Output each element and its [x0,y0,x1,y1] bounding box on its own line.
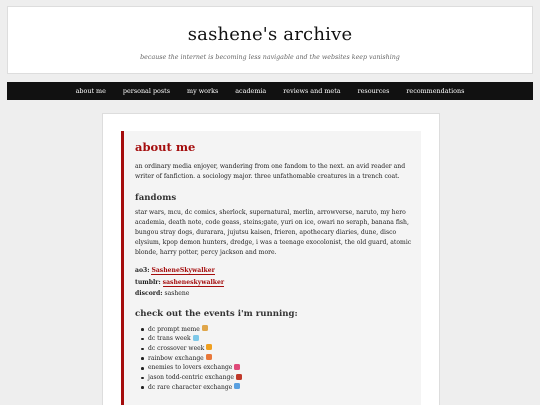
event-item[interactable] [141,344,413,354]
nav-item-my-works[interactable]: my works [187,87,219,95]
ao3-label: ao3: [135,267,150,274]
about-heading: about me [135,140,196,154]
event-item[interactable] [141,354,413,364]
gem-emoji-icon [234,383,240,389]
main-nav [7,82,533,100]
event-item[interactable] [141,334,413,344]
tumblr-label: tumblr: [135,278,161,286]
profile-links [135,265,413,300]
trans-flag-emoji-icon [193,335,199,341]
about-post [121,131,421,405]
nav-item-resources[interactable]: resources [357,87,390,95]
discord-value: sashene [164,290,190,297]
crossed-arrows-emoji-icon [206,344,212,350]
nav-item-recommendations[interactable]: recommendations [406,87,465,95]
fandoms-heading: fandoms [135,193,177,203]
site-tagline: because the internet is becoming less navigable and the websites keep vanishing [140,54,400,61]
ao3-row [135,265,413,277]
event-label: enemies to lovers exchange [148,364,233,372]
heart-ribbon-emoji-icon [234,364,240,370]
ao3-link[interactable]: SasheneSkywalker [151,267,215,274]
nav-item-reviews-and-meta[interactable]: reviews and meta [283,87,341,95]
events-heading: check out the events i'm running: [135,308,298,319]
event-label: dc rare character exchange [148,383,233,391]
events-list [135,325,413,393]
nav-item-personal-posts[interactable]: personal posts [122,87,171,95]
site-header [7,6,533,74]
event-item[interactable] [141,363,413,373]
event-label: jason todd-centric exchange [148,374,234,382]
discord-row [135,288,413,300]
event-label: dc trans week [148,335,191,343]
tumblr-row [135,277,413,289]
content-box [102,113,440,405]
fandoms-list: star wars, mcu, dc comics, sherlock, supernatural, merlin, arrowverse, naruto, my hero academia, death note, code geass, steins;gate, yuri on ice, owari no seraph, banana fish, bungou stray dogs, durarara, jujutsu kaisen, frieren, apothecary diaries, dune, disco elysium, kpop demon hunters, dredge, i was a teenage exocolonist, the old guard, atomic blonde, harry potter, percy jackson and more. [135,209,412,256]
nav-item-academia[interactable]: academia [235,87,267,95]
tumblr-link[interactable]: sasheneskywalker [162,278,225,286]
event-label: dc prompt meme [148,325,200,333]
memo-emoji-icon [202,325,208,331]
crowbar-emoji-icon [236,374,242,380]
about-intro: an ordinary media enjoyer, wandering from one fandom to the next. an avid reader and writer of fanfiction. a sociology major. three unfathomable creatures in a trench coat. [135,163,406,180]
event-item[interactable] [141,373,413,383]
event-item[interactable] [141,325,413,335]
nav-item-about-me[interactable]: about me [75,87,106,95]
event-label: dc crossover week [148,344,205,352]
rainbow-emoji-icon [206,354,212,360]
site-title[interactable]: sashene's archive [187,24,353,45]
discord-label: discord: [135,290,163,297]
event-item[interactable] [141,383,413,393]
event-label: rainbow exchange [148,354,204,362]
